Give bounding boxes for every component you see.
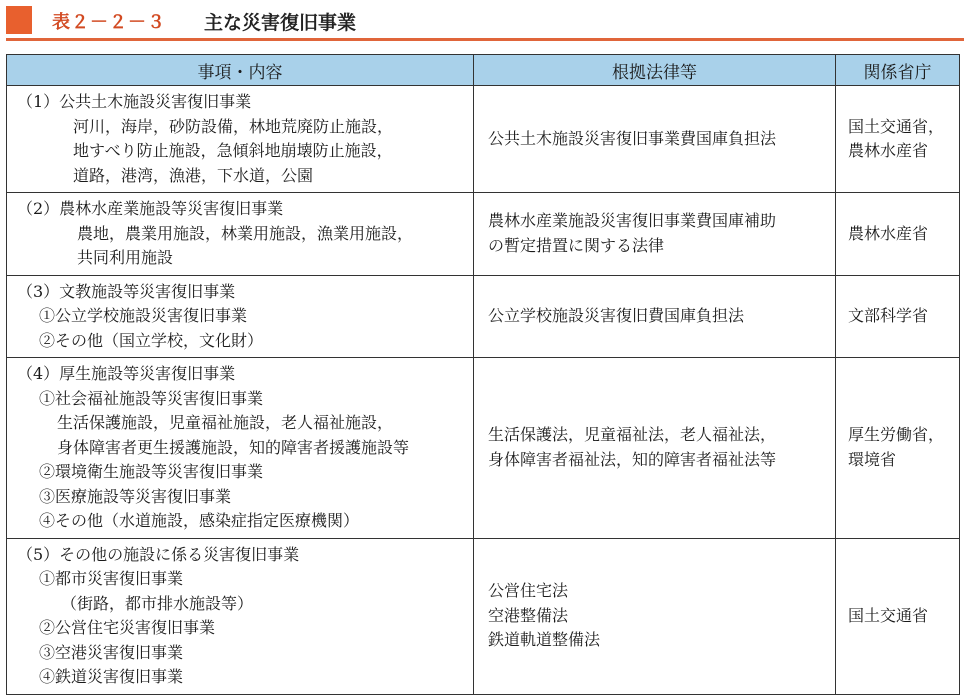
- content-line: ②環境衛生施設等災害復旧事業: [39, 462, 264, 481]
- table-row: [7, 86, 960, 193]
- content-cell: [7, 358, 474, 539]
- row-heading: （3）文教施設等災害復旧事業: [17, 281, 236, 301]
- content-line: ②公営住宅災害復旧事業: [39, 618, 216, 637]
- content-line: ②その他（国立学校，文化財）: [39, 330, 264, 350]
- content-line: ④その他（水道施設，感染症指定医療機関）: [39, 511, 360, 530]
- ministry-cell: [836, 358, 960, 539]
- law-cell: [474, 358, 836, 539]
- table-row: [7, 358, 960, 539]
- table-number: 表２－２－３: [52, 12, 166, 33]
- content-line: （街路，都市排水施設等）: [61, 593, 254, 613]
- content-line: ①公立学校施設災害復旧事業: [39, 306, 248, 325]
- table-row: [7, 275, 960, 358]
- content-line: ①都市災害復旧事業: [39, 569, 184, 588]
- content-line: 身体障害者更生援護施設，知的障害者援護施設等: [57, 437, 410, 457]
- law-line: 公共土木施設災害復旧事業費国庫負担法: [488, 128, 777, 148]
- row-heading: （2）農林水産業施設等災害復旧事業: [17, 199, 284, 218]
- law-line: の暫定措置に関する法律: [488, 235, 665, 255]
- table-row: [7, 538, 960, 694]
- law-line: 農林水産業施設災害復旧事業費国庫補助: [488, 211, 777, 231]
- law-cell: [474, 86, 836, 193]
- row-heading: （4）厚生施設等災害復旧事業: [17, 364, 236, 383]
- header-row: [7, 55, 960, 86]
- row-heading: （5）その他の施設に係る災害復旧事業: [17, 544, 300, 564]
- content-line: ③空港災害復旧事業: [39, 642, 184, 662]
- disaster-recovery-table: [6, 54, 960, 695]
- law-line: 身体障害者福祉法，知的障害者福祉法等: [488, 449, 777, 469]
- content-line: 共同利用施設: [77, 248, 174, 267]
- ministry-line: 厚生労働省，: [848, 425, 945, 445]
- ministry-line: 環境省: [848, 449, 897, 469]
- content-cell: [7, 275, 474, 358]
- content-cell: [7, 86, 474, 193]
- content-line: 農地，農業用施設，林業用施設，漁業用施設，: [77, 223, 414, 243]
- ministry-line: 農林水産省: [848, 223, 929, 243]
- law-line: 公立学校施設災害復旧費国庫負担法: [488, 306, 745, 325]
- ministry-line: 農林水産省: [848, 141, 929, 160]
- law-line: 空港整備法: [488, 605, 569, 625]
- law-cell: [474, 538, 836, 694]
- ministry-cell: [836, 538, 960, 694]
- ministry-line: 国土交通省，: [848, 116, 945, 136]
- ministry-cell: [836, 275, 960, 358]
- table-title: 主な災害復旧事業: [204, 12, 357, 34]
- law-line: 公営住宅法: [488, 581, 569, 601]
- ministry-cell: [836, 86, 960, 193]
- header-content: 事項・内容: [7, 55, 474, 86]
- content-line: 生活保護施設，児童福祉施設，老人福祉施設，: [57, 413, 394, 432]
- title-bar: [6, 4, 964, 41]
- table-row: [7, 193, 960, 276]
- law-cell: [474, 275, 836, 358]
- content-line: ④鉄道災害復旧事業: [39, 667, 184, 686]
- content-line: ①社会福祉施設等災害復旧事業: [39, 388, 264, 408]
- ministry-line: 文部科学省: [848, 306, 929, 325]
- row-heading: （1）公共土木施設災害復旧事業: [17, 92, 252, 111]
- title-mark: [6, 6, 32, 34]
- law-line: 生活保護法，児童福祉法，老人福祉法，: [488, 425, 777, 445]
- ministry-line: 国土交通省: [848, 605, 929, 625]
- header-ministry: 関係省庁: [836, 55, 960, 86]
- ministry-cell: [836, 193, 960, 276]
- content-line: 道路，港湾，漁港，下水道，公園: [73, 165, 314, 185]
- content-cell: [7, 538, 474, 694]
- law-line: 鉄道軌道整備法: [488, 630, 601, 650]
- header-law: 根拠法律等: [474, 55, 836, 86]
- content-line: 地すべり防止施設，急傾斜地崩壊防止施設，: [73, 141, 393, 160]
- content-cell: [7, 193, 474, 276]
- law-cell: [474, 193, 836, 276]
- content-line: ③医療施設等災害復旧事業: [39, 486, 232, 506]
- content-line: 河川，海岸，砂防設備，林地荒廃防止施設，: [73, 116, 394, 136]
